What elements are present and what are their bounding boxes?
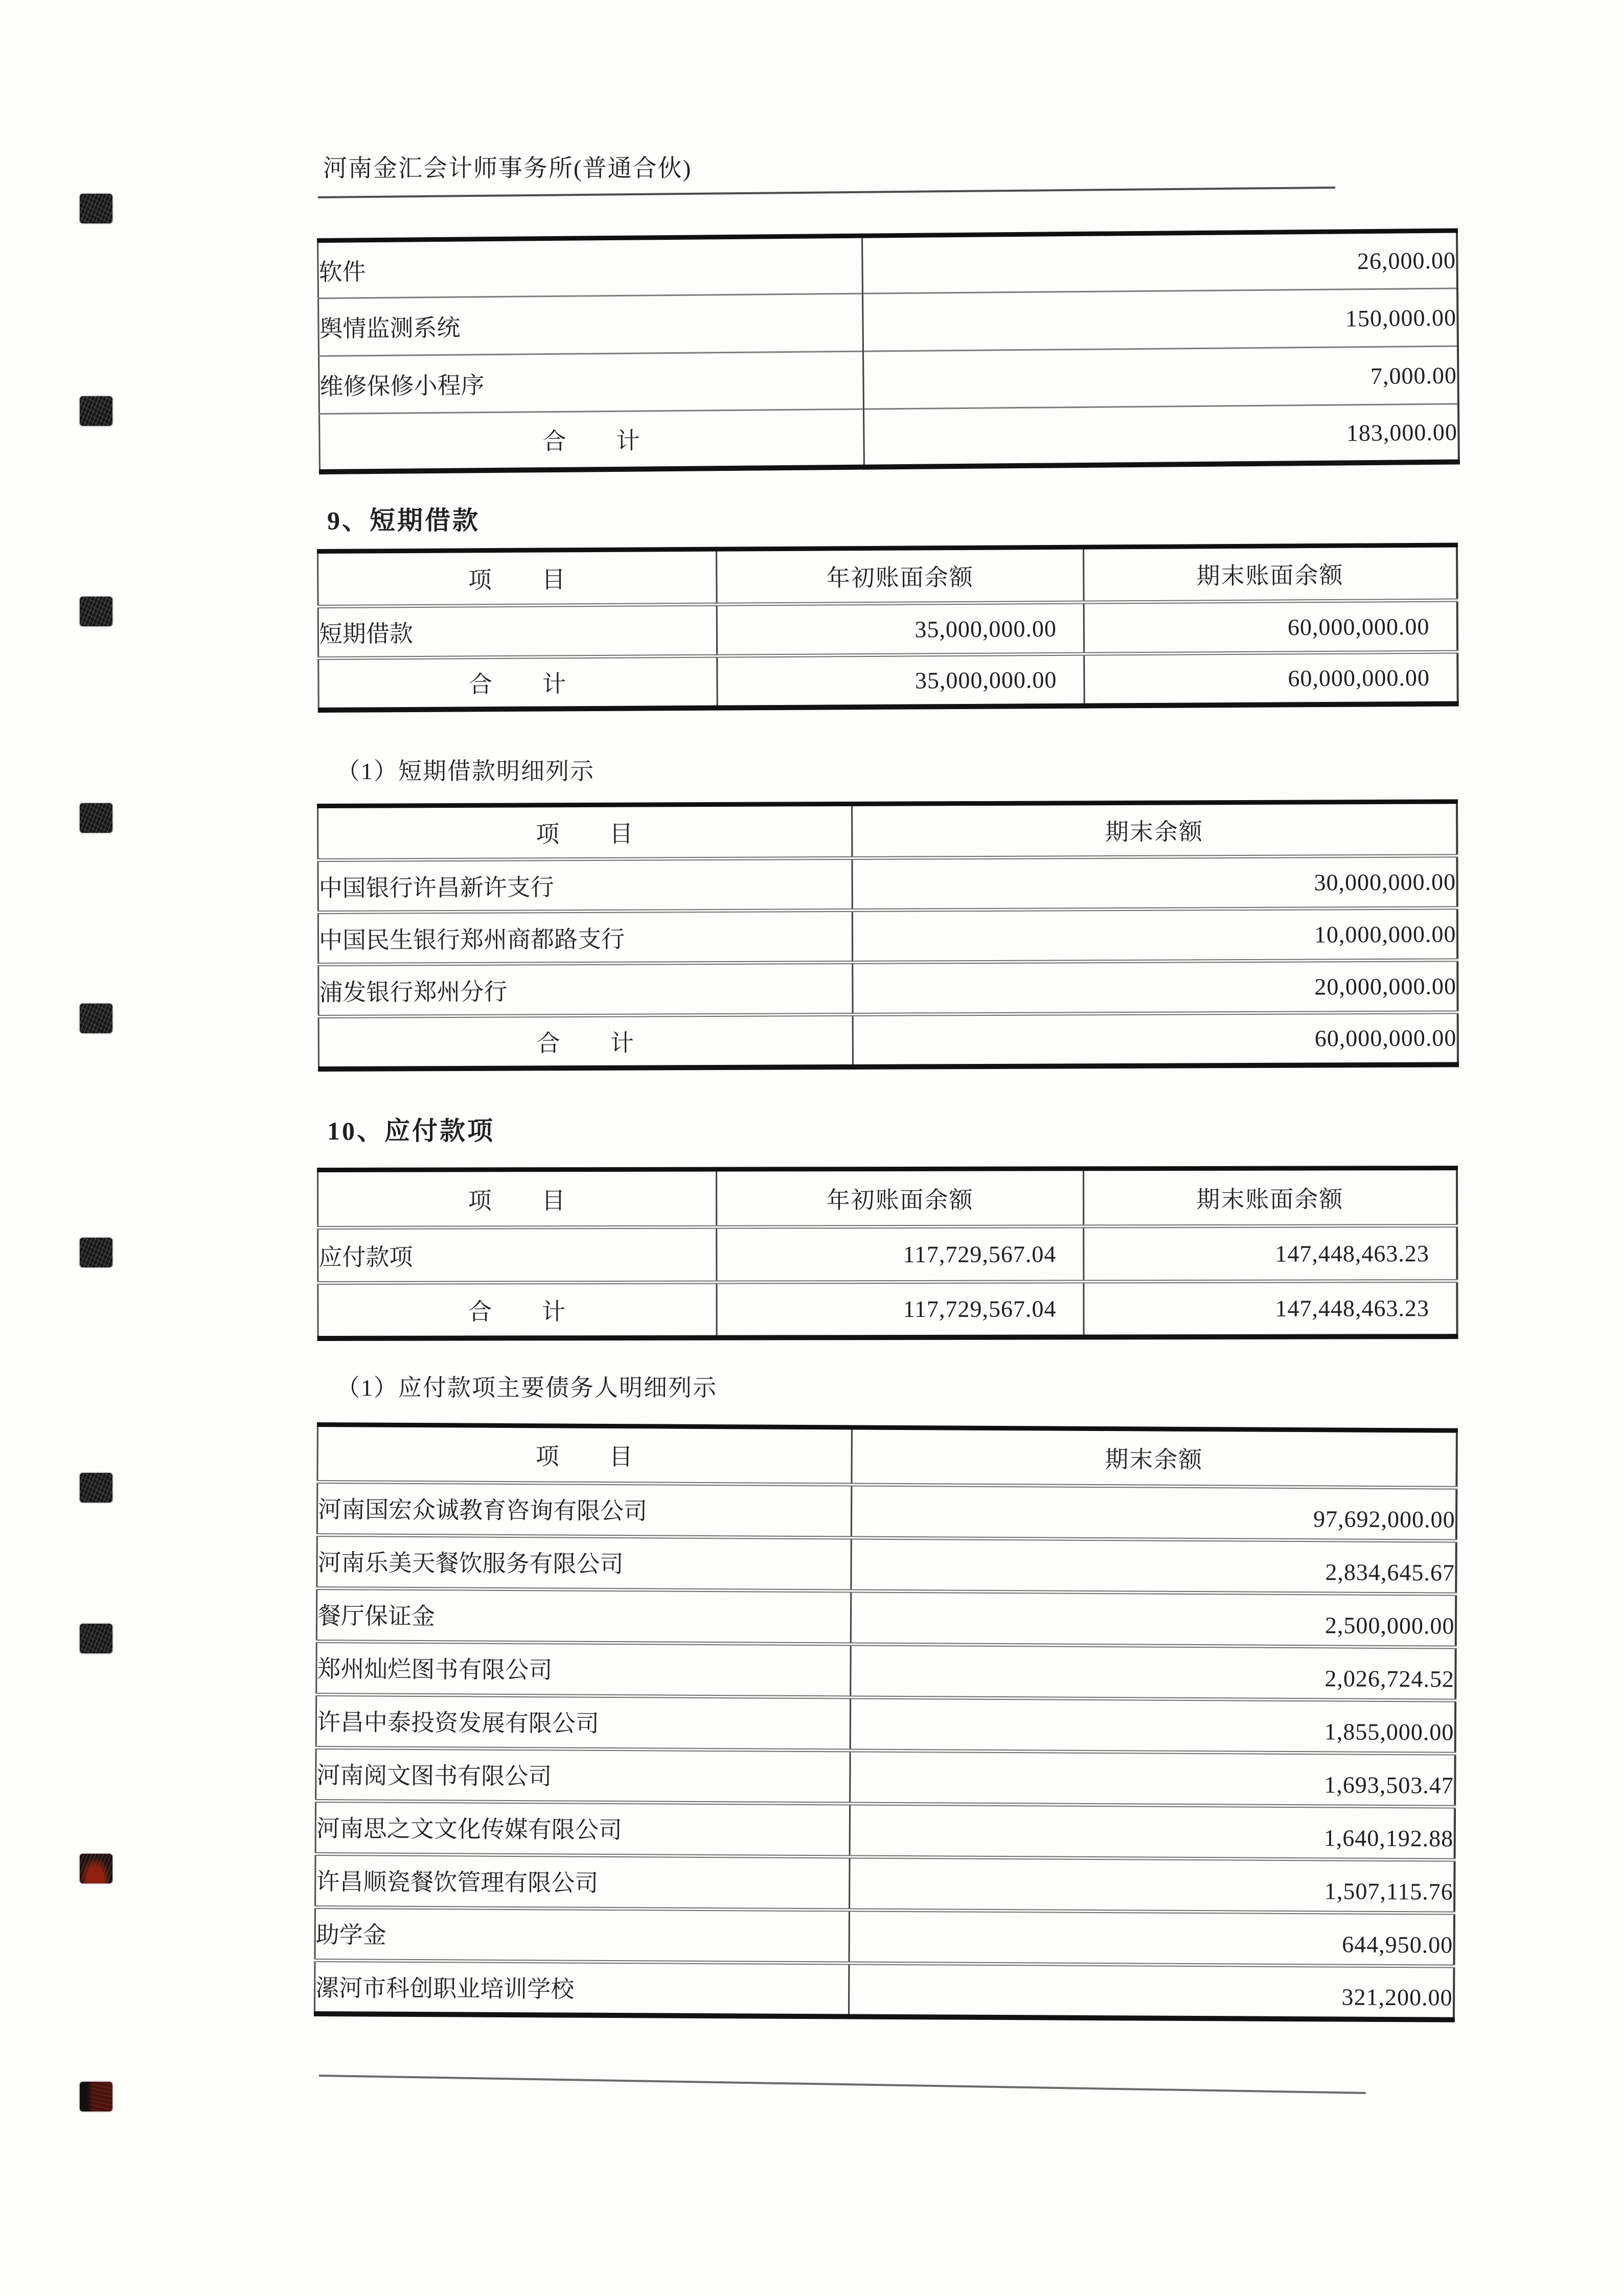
end-balance-cell: 60,000,000.00 (1084, 652, 1458, 706)
amount-cell: 30,000,000.00 (852, 856, 1457, 911)
item-cell: 软件 (318, 258, 366, 285)
table-row total-row (318, 652, 1458, 710)
amount-cell: 1,855,000.00 (850, 1697, 1455, 1754)
binder-ink-mark (80, 597, 112, 626)
table-row total-row (319, 404, 1458, 471)
item-cell: 短期借款 (318, 604, 717, 658)
column-header-end-balance: 期末余额 (852, 802, 1457, 858)
item-cell: 郑州灿烂图书有限公司 (316, 1642, 851, 1697)
item-cell: 浦发银行郑州分行 (318, 962, 853, 1016)
table-row (318, 288, 1458, 356)
table-row total-row (318, 1012, 1457, 1069)
table-row (316, 1588, 1456, 1648)
footer-rule (319, 2075, 1366, 2094)
table-row (317, 1535, 1456, 1595)
amount-cell: 60,000,000.00 (853, 1012, 1457, 1067)
table-row (315, 1854, 1455, 1913)
short-term-loans-summary-table (317, 543, 1458, 713)
table-row (318, 856, 1457, 913)
binder-ink-mark (80, 1473, 112, 1503)
item-cell: 河南乐美天餐饮服务有限公司 (317, 1535, 852, 1591)
item-cell: 助学金 (315, 1907, 850, 1963)
section-10-heading: 10、应付款项 (327, 1117, 495, 1145)
table-header-row (318, 545, 1457, 606)
binder-ink-mark-red (80, 2082, 112, 2111)
firm-name-header: 河南金汇会计师事务所(普通合伙) (323, 155, 692, 182)
table-header-row (318, 802, 1457, 860)
table-row (318, 1226, 1457, 1283)
intangibles-amount-table (317, 229, 1459, 474)
table-row (316, 1642, 1456, 1701)
item-cell: 中国银行许昌新许支行 (318, 858, 852, 912)
column-header-end-balance: 期末账面余额 (1084, 1168, 1457, 1226)
table-header-row (317, 1425, 1457, 1488)
begin-balance-cell: 117,729,567.04 (717, 1226, 1084, 1282)
item-cell: 维修保修小程序 (319, 351, 864, 414)
amount-cell: 150,000.00 (862, 288, 1457, 351)
table-row (316, 1695, 1455, 1754)
item-cell: 许昌中泰投资发展有限公司 (316, 1695, 851, 1751)
table-row (317, 1482, 1456, 1541)
header-rule (318, 187, 1335, 198)
payables-summary-table (317, 1166, 1458, 1340)
begin-balance-cell: 35,000,000.00 (717, 602, 1084, 656)
item-cell: 河南阅文图书有限公司 (316, 1747, 851, 1803)
amount-cell: 10,000,000.00 (852, 908, 1457, 963)
table-row (314, 1960, 1454, 2019)
column-header-end-balance: 期末余额 (852, 1427, 1457, 1488)
binder-ink-mark (80, 1238, 112, 1267)
item-cell: 应付款项 (318, 1227, 717, 1283)
amount-cell: 183,000.00 (863, 404, 1458, 467)
amount-cell: 97,692,000.00 (851, 1485, 1456, 1541)
amount-cell: 2,834,645.67 (851, 1538, 1456, 1594)
item-cell: 漯河市科创职业培训学校 (314, 1960, 849, 2016)
table-row (315, 1907, 1454, 1966)
total-label-cell: 合 计 (318, 1282, 717, 1338)
amount-cell: 1,640,192.88 (850, 1804, 1455, 1860)
amount-cell: 2,026,724.52 (851, 1644, 1456, 1700)
amount-cell: 20,000,000.00 (853, 960, 1457, 1015)
amount-cell: 321,200.00 (849, 1963, 1454, 2019)
column-header-item: 项 目 (536, 821, 634, 848)
column-header-end-balance: 期末账面余额 (1084, 545, 1457, 602)
binder-ink-mark-red (80, 1854, 112, 1883)
binder-ink-mark (80, 194, 112, 223)
total-label-cell: 合 计 (319, 409, 864, 471)
item-cell: 餐厅保证金 (316, 1588, 851, 1644)
column-header-item: 项 目 (468, 566, 566, 594)
column-header-begin-balance: 年初账面余额 (717, 1169, 1084, 1227)
column-header-item: 项 目 (468, 1187, 566, 1214)
item-cell: 河南思之文文化传媒有限公司 (315, 1801, 850, 1856)
amount-cell: 1,693,503.47 (850, 1751, 1455, 1807)
payables-detail-heading: （1）应付款项主要债务人明细列示 (336, 1375, 717, 1401)
item-cell: 许昌顺瓷餐饮管理有限公司 (315, 1854, 850, 1909)
amount-cell: 644,950.00 (849, 1910, 1454, 1966)
begin-balance-cell: 117,729,567.04 (717, 1282, 1084, 1337)
table-header-row (318, 1168, 1457, 1228)
item-cell: 舆情监测系统 (318, 293, 863, 356)
binder-ink-mark (80, 1624, 112, 1653)
payables-debtors-table (314, 1422, 1458, 2022)
amount-cell: 2,500,000.00 (851, 1591, 1456, 1647)
begin-balance-cell: 35,000,000.00 (717, 654, 1085, 708)
amount-cell: 7,000.00 (863, 346, 1458, 409)
total-label-cell: 合 计 (318, 656, 718, 710)
short-term-loans-detail-table (317, 799, 1458, 1071)
end-balance-cell: 60,000,000.00 (1084, 600, 1457, 654)
table-row (315, 1801, 1455, 1860)
binder-ink-mark (80, 1004, 112, 1033)
column-header-item: 项 目 (535, 1443, 634, 1470)
end-balance-cell: 147,448,463.23 (1084, 1226, 1457, 1282)
item-cell: 河南国宏众诚教育咨询有限公司 (317, 1482, 852, 1538)
end-balance-cell: 147,448,463.23 (1084, 1281, 1457, 1337)
table-row (318, 908, 1457, 965)
table-row (318, 960, 1457, 1017)
binder-ink-mark (80, 396, 112, 426)
short-term-loans-detail-heading: （1）短期借款明细列示 (336, 758, 595, 784)
binder-ink-mark (80, 803, 112, 833)
table-row (318, 600, 1457, 658)
amount-cell: 26,000.00 (862, 231, 1457, 293)
table-row (316, 1747, 1455, 1807)
section-9-heading: 9、短期借款 (327, 506, 480, 535)
column-header-begin-balance: 年初账面余额 (717, 547, 1084, 604)
table-row (318, 231, 1457, 298)
item-cell: 中国民生银行郑州商都路支行 (318, 910, 852, 964)
table-row (319, 346, 1458, 414)
amount-cell: 1,507,115.76 (850, 1857, 1455, 1913)
table-row total-row (318, 1281, 1457, 1338)
total-label-cell: 合 计 (318, 1014, 853, 1069)
